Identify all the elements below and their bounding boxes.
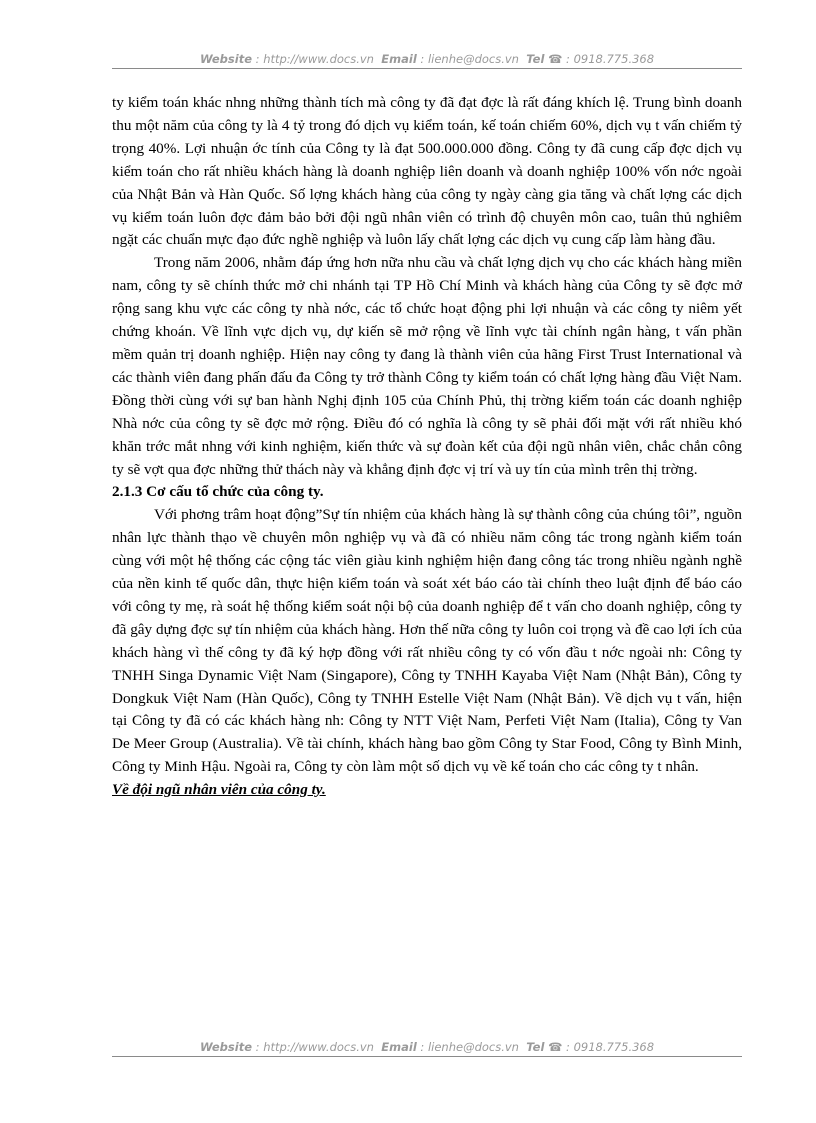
tel-label: Tel [526, 52, 545, 66]
footer-divider [112, 1056, 742, 1057]
website-label: Website [199, 52, 253, 66]
email-label: Email [381, 52, 417, 66]
footer-email-label: Email [381, 1040, 417, 1054]
document-body [112, 92, 742, 802]
subsection-heading: Về đội ngũ nhân viên của công ty. [112, 781, 326, 799]
email-address[interactable]: : lienhe@docs.vn [420, 52, 519, 66]
footer-email-address[interactable]: : lienhe@docs.vn [420, 1040, 519, 1054]
header-divider [112, 68, 742, 69]
paragraph-1: ty kiểm toán khác nhng những thành tích mà công ty đã đạt đợc là rất đáng khích lệ. Trung bình doanh thu một năm của công ty là 4 tỷ trong đó dịch vụ kiểm toán, kế toán chiếm 60%, dịch vụ t vấn chiếm tỷ trọng 40%. Lợi nhuận ớc tính của Công ty là đạt 500.000.000 đồng. Công ty đã cung cấp đợc dịch vụ kiểm toán cho rất nhiều khách hàng là doanh nghiệp liên doanh và doanh nghiệp 100% vốn nớc ngoài của Nhật Bản và Hàn Quốc. Số lợng khách hàng của công ty ngày càng gia tăng và chất lợng các dịch vụ kiểm toán luôn đợc đảm bảo bởi đội ngũ nhân viên có trình độ chuyên môn cao, tuân thủ nghiêm ngặt các chuẩn mực đạo đức nghề nghiệp và luôn lấy chất lợng các dịch vụ cung cấp làm hàng đầu. [112, 94, 742, 249]
paragraph-3: Với phơng trâm hoạt động”Sự tín nhiệm của khách hàng là sự thành công của chúng tôi”, nguồn nhân lực thành thạo về chuyên môn nghiệp vụ và đã có nhiều năm công tác trong ngành kiểm toán cùng với một hệ thống các cộng tác viên giàu kinh nghiệm hiện đang công tác trong nhiều ngành nghề của nền kinh tế quốc dân, thực hiện kiểm toán và soát xét báo cáo tài chính theo luật định để báo cáo với công ty mẹ, rà soát hệ thống kiểm soát nội bộ của doanh nghiệp để t vấn cho doanh nghiệp, công ty đã gây dựng đợc sự tín nhiệm của khách hàng. Hơn thế nữa công ty luôn coi trọng và đề cao lợi ích của khách hàng vì thế công ty đã ký hợp đồng với rất nhiều công ty có vốn đầu t nớc ngoài nh: Công ty TNHH Singa Dynamic Việt Nam (Singapore), Công ty TNHH Kayaba Việt Nam (Nhật Bản), Công ty Dongkuk Việt Nam (Hàn Quốc), Công ty TNHH Estelle Việt Nam (Nhật Bản). Về dịch vụ t vấn, hiện tại Công ty đã có các khách hàng nh: Công ty NTT Việt Nam, Perfeti Việt Nam (Italia), Công ty Van De Meer Group (Australia). Về tài chính, khách hàng bao gồm Công ty Star Food, Công ty Bình Minh, Công ty Minh Hậu. Ngoài ra, Công ty còn làm một số dịch vụ về kế toán cho các công ty t nhân. [112, 506, 742, 776]
footer-tel-label: Tel [526, 1040, 545, 1054]
footer-tel-number: ☎ : 0918.775.368 [548, 1040, 655, 1054]
tel-number: ☎ : 0918.775.368 [548, 52, 655, 66]
website-url[interactable]: : http://www.docs.vn [255, 52, 374, 66]
footer-website-label: Website [199, 1040, 253, 1054]
page-header [112, 52, 742, 66]
footer-website-url[interactable]: : http://www.docs.vn [255, 1040, 374, 1054]
section-heading: 2.1.3 Cơ cấu tổ chức của công ty. [112, 483, 324, 501]
paragraph-2: Trong năm 2006, nhằm đáp ứng hơn nữa nhu cầu và chất lợng dịch vụ cho các khách hàng miền nam, công ty sẽ chính thức mở chi nhánh tại TP Hồ Chí Minh và khách hàng của Công ty sẽ đợc mở rộng sang khu vực các công ty nhà nớc, các tổ chức hoạt động phi lợi nhuận và các công ty niêm yết chứng khoán. Về lĩnh vực dịch vụ, dự kiến sẽ mở rộng về lĩnh vực tài chính ngân hàng, t vấn phần mềm quản trị doanh nghiệp. Hiện nay công ty đang là thành viên của hãng First Trust International và các thành viên đang phấn đấu đa Công ty trở thành Công ty kiểm toán có chất lợng hàng đầu Việt Nam. Đồng thời cùng với sự ban hành Nghị định 105 của Chính Phủ, thị trờng kiểm toán các doanh nghiệp Nhà nớc của công ty sẽ đợc mở rộng. Điều đó có nghĩa là công ty sẽ phải đối mặt với rất nhiều khó khăn trớc mắt nhng với kinh nghiệm, kiến thức và sự đoàn kết của đội ngũ nhân viên, chắc chắn công ty sẽ vợt qua đợc những thử thách này và khẳng định đợc vị trí và uy tín của mình trên thị trờng. [112, 254, 742, 478]
page-footer [112, 1040, 742, 1054]
